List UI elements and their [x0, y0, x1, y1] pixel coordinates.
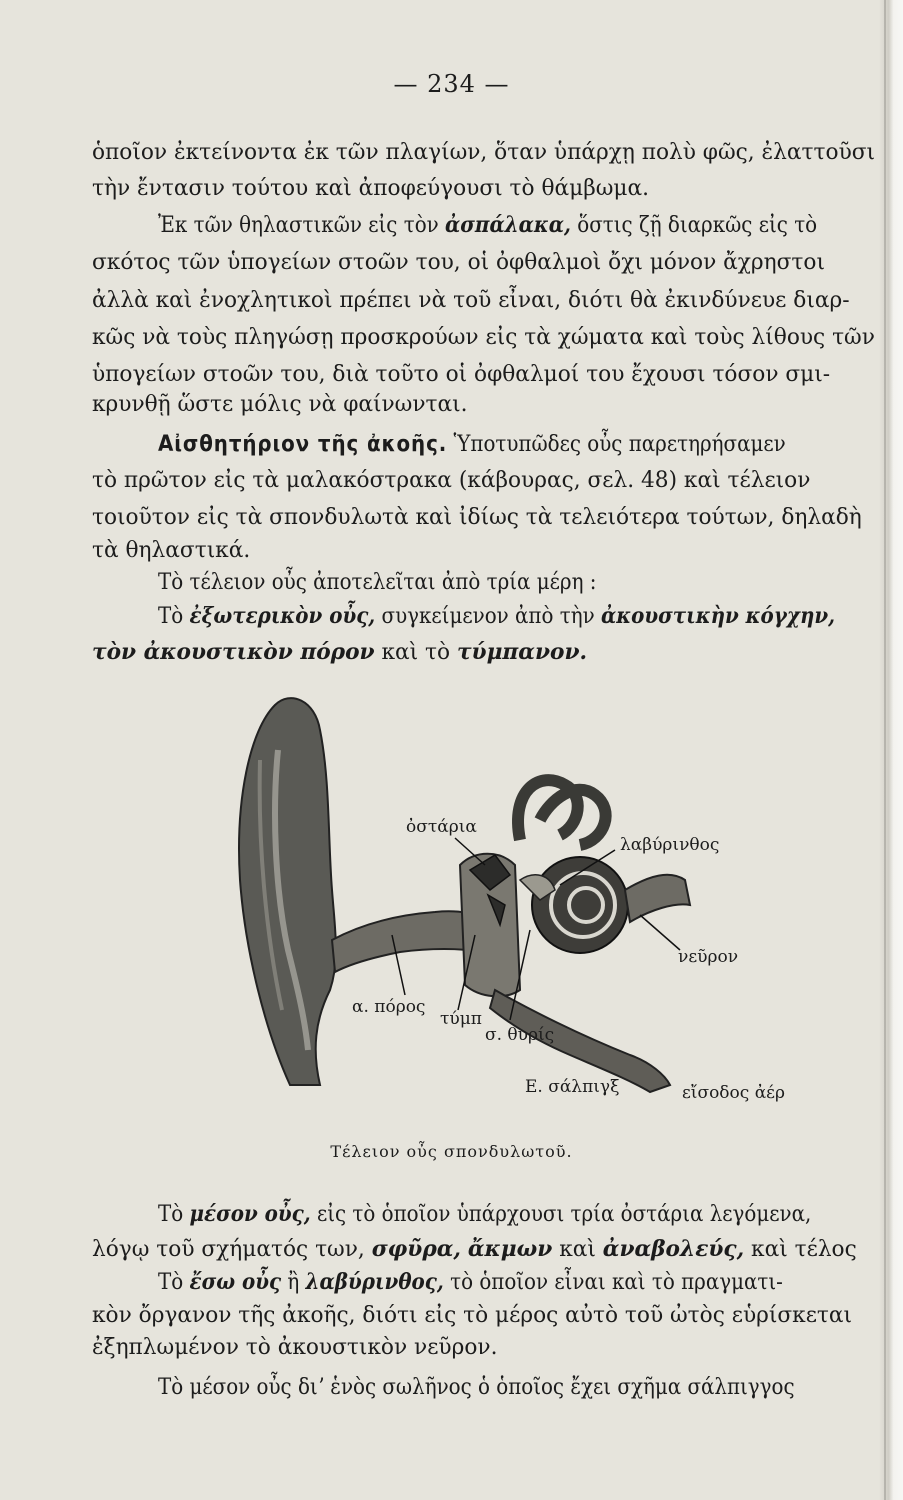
text-line: τὸ πρῶτον εἰς τὰ μαλακόστρακα (κάβουρας, σελ. 48) καὶ τέλειον: [92, 468, 811, 493]
text-line: τὴν ἔντασιν τούτου καὶ ἀποφεύγουσι τὸ θάμβωμα.: [92, 176, 650, 201]
text-line: Τὸ μέσον οὖς διʼ ἑνὸς σωλῆνος ὁ ὁποῖος ἔχει σχῆμα σάλπιγγος: [158, 1375, 795, 1400]
label-ostaria: ὀστάρια: [406, 817, 477, 837]
emphasized-term: ἀσπάλακα,: [445, 212, 571, 238]
emphasized-term: τύμπανον.: [456, 639, 588, 665]
text-line: τὰ θηλαστικά.: [92, 538, 251, 563]
text-span: ὅστις ζῇ διαρκῶς εἰς τὸ: [577, 213, 818, 238]
text-line: κὸν ὄργανον τῆς ἀκοῆς, διότι εἰς τὸ μέρος αὐτὸ τοῦ ὠτὸς εὑρίσκεται: [92, 1303, 853, 1328]
text-line: [92, 641, 880, 664]
text-span: Τὸ: [158, 1270, 184, 1295]
binding-edge-line: [884, 0, 886, 1500]
section-heading: Αἰσθητήριον τῆς ἀκοῆς.: [158, 432, 448, 457]
text-span: λόγῳ τοῦ σχήματός των,: [92, 1237, 365, 1262]
text-line: ἀλλὰ καὶ ἐνοχλητικοὶ πρέπει νὰ τοῦ εἶναι, διότι θὰ ἐκινδύνευε διαρ-: [92, 288, 850, 313]
ear-canal-shape: [332, 911, 482, 972]
paragraph-start: [158, 605, 880, 628]
text-span: Τὸ: [158, 604, 184, 629]
page-edge: [879, 0, 903, 1500]
figure-caption: Τέλειον οὖς σπονδυλωτοῦ.: [330, 1142, 573, 1161]
text-line: Τὸ τέλειον οὖς ἀποτελεῖται ἀπὸ τρία μέρη :: [158, 570, 597, 595]
text-span: καὶ τὸ: [381, 640, 451, 665]
label-tymp: τύμπ: [440, 1009, 482, 1029]
semicircular-canals-shape: [518, 780, 606, 845]
text-span: καὶ: [559, 1237, 596, 1262]
label-salpigx: Ε. σάλπιγξ: [525, 1077, 620, 1097]
pinna-shape: [239, 698, 336, 1085]
text-span: καὶ τέλος: [751, 1237, 857, 1262]
text-span: ἢ: [287, 1270, 300, 1295]
paragraph-start: [158, 1271, 880, 1294]
text-line: κρυνθῇ ὥστε μόλις νὰ φαίνωνται.: [92, 392, 468, 417]
text-span: τὸ ὁποῖον εἶναι καὶ τὸ πραγματι-: [450, 1270, 783, 1295]
text-line: ἐξηπλωμένον τὸ ἀκουστικὸν νεῦρον.: [92, 1335, 498, 1360]
emphasized-term: ἐξωτερικὸν οὖς,: [189, 603, 376, 629]
label-neuron: νεῦρον: [678, 947, 739, 967]
text-span: εἰς τὸ ὁποῖον ὑπάρχουσι τρία ὀστάρια λεγόμενα,: [316, 1202, 812, 1227]
text-span: Ὑποτυπῶδες οὖς παρετηρήσαμεν: [453, 432, 786, 457]
emphasized-term: ἀναβολεύς,: [602, 1236, 745, 1262]
label-thyris: σ. θυρίς: [485, 1025, 555, 1045]
text-line: ὁποῖον ἐκτείνοντα ἐκ τῶν πλαγίων, ὅταν ὑπάρχῃ πολὺ φῶς, ἐλαττοῦσι: [92, 140, 876, 165]
emphasized-term: ἔσω οὖς: [189, 1269, 282, 1295]
text-line: σκότος τῶν ὑπογείων στοῶν του, οἱ ὀφθαλμοὶ ὄχι μόνον ἄχρηστοι: [92, 250, 825, 275]
ear-anatomy-figure: [220, 690, 820, 1120]
label-poros: α. πόρος: [352, 997, 426, 1017]
emphasized-term: μέσον οὖς,: [189, 1201, 311, 1227]
text-line: κῶς νὰ τοὺς πληγώσῃ προσκρούων εἰς τὰ χώματα καὶ τοὺς λίθους τῶν: [92, 325, 875, 350]
emphasized-term: ἄκμων: [467, 1236, 553, 1262]
paragraph-start: [158, 214, 880, 237]
section-heading-line: [158, 434, 880, 456]
label-eisodos: εἴσοδος ἀέρ: [682, 1083, 785, 1103]
text-span: Τὸ: [158, 1202, 184, 1227]
text-line: [92, 1238, 880, 1261]
auditory-nerve-shape: [625, 875, 690, 922]
emphasized-term: λαβύρινθος,: [305, 1269, 444, 1295]
leader-line: [640, 915, 680, 950]
text-span: Ἐκ τῶν θηλαστικῶν εἰς τὸν: [158, 213, 439, 238]
text-span: συγκείμενον ἀπὸ τὴν: [381, 604, 595, 629]
text-line: ὑπογείων στοῶν του, διὰ τοῦτο οἱ ὀφθαλμοί του ἔχουσι τόσον σμι-: [92, 362, 831, 387]
emphasized-term: σφῦρα,: [371, 1236, 461, 1262]
label-labyrinthos: λαβύρινθος: [620, 835, 720, 855]
emphasized-term: τὸν ἀκουστικὸν πόρον: [92, 639, 375, 665]
emphasized-term: ἀκουστικὴν κόγχην,: [600, 603, 836, 629]
paragraph-start: [158, 1203, 880, 1226]
page-number: — 234 —: [393, 70, 510, 98]
text-line: τοιοῦτον εἰς τὰ σπονδυλωτὰ καὶ ἰδίως τὰ τελειότερα τούτων, δηλαδὴ: [92, 505, 862, 530]
